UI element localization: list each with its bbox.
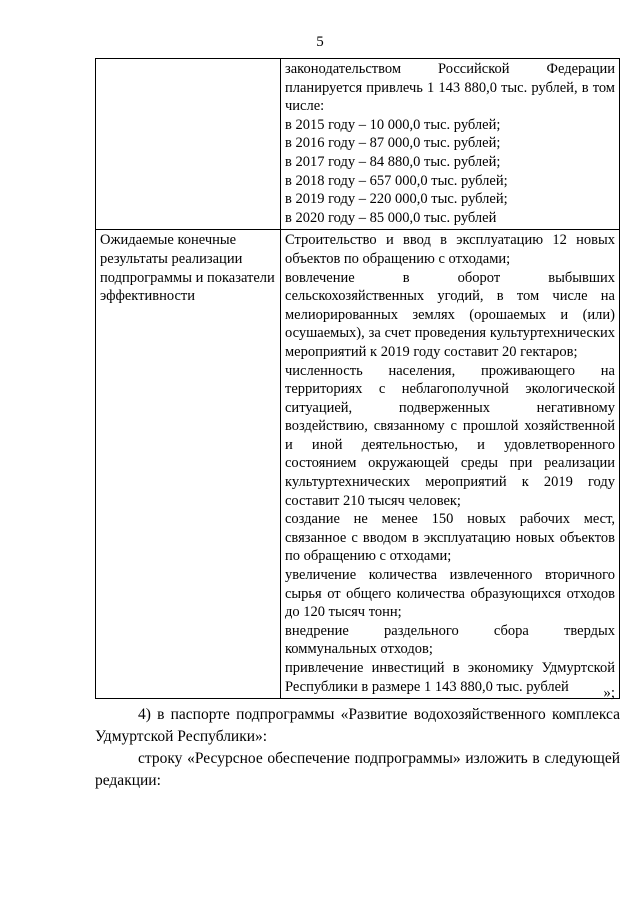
table-row-results — [96, 230, 620, 699]
result-item-land: вовлечение в оборот выбывших сельскохозяйственных угодий, в том числе на мелиорированных землях (орошаемых и (или) осушаемых), за счет проведения культуртехнических мероприятий к 2019 году составит 20 гектаров; — [285, 269, 615, 360]
table-row-funding — [96, 59, 620, 230]
funding-year-2015: в 2015 году – 10 000,0 тыс. рублей; — [285, 116, 501, 133]
result-item-construction: Строительство и ввод в эксплуатацию 12 новых объектов по обращению с отходами; — [285, 232, 615, 267]
results-label: Ожидаемые конечные результаты реализации подпрограммы и показатели эффективности — [96, 230, 281, 699]
funding-cell — [281, 59, 620, 230]
result-item-jobs: создание не менее 150 новых рабочих мест, связанное с вводом в эксплуатацию новых объектов по обращению с отходами; — [285, 511, 615, 565]
paragraph-resource-line: строку «Ресурсное обеспечение подпрограммы» изложить в следующей редакции: — [95, 750, 620, 789]
result-item-recycling: увеличение количества извлеченного вторичного сырья от общего количества образующихся отходов до 120 тысяч тонн; — [285, 567, 615, 621]
funding-year-2016: в 2016 году – 87 000,0 тыс. рублей; — [285, 135, 501, 152]
page-number: 5 — [316, 34, 324, 50]
funding-year-2019: в 2019 году – 220 000,0 тыс. рублей; — [285, 191, 508, 208]
paragraph-item-4: 4) в паспорте подпрограммы «Развитие водохозяйственного комплекса Удмуртской Республики»: — [95, 706, 620, 745]
result-item-investment: привлечение инвестиций в экономику Удмуртской Республики в размере 1 143 880,0 тыс. рублей — [285, 660, 615, 695]
closing-quote: »; — [603, 685, 615, 701]
passport-table — [95, 58, 620, 699]
result-item-population: численность населения, проживающего на территориях с неблагополучной экологической ситуацией, подверженных негативному воздействию, связанному с прошлой хозяйственной и иной деятельностью, и удовлетворенного состоянием окружающей среды при реализации культуртехнических мероприятий к 2019 году составит 210 тысяч человек; — [285, 362, 615, 509]
funding-year-2017: в 2017 году – 84 880,0 тыс. рублей; — [285, 153, 501, 170]
funding-year-2018: в 2018 году – 657 000,0 тыс. рублей; — [285, 172, 508, 189]
result-item-separate-collection: внедрение раздельного сбора твердых коммунальных отходов; — [285, 622, 615, 658]
row-label-empty — [96, 59, 281, 230]
funding-intro: законодательством Российской Федерации планируется привлечь 1 143 880,0 тыс. рублей, в том числе: — [285, 61, 615, 115]
results-cell — [281, 230, 620, 699]
funding-year-2020: в 2020 году – 85 000,0 тыс. рублей — [285, 209, 497, 226]
